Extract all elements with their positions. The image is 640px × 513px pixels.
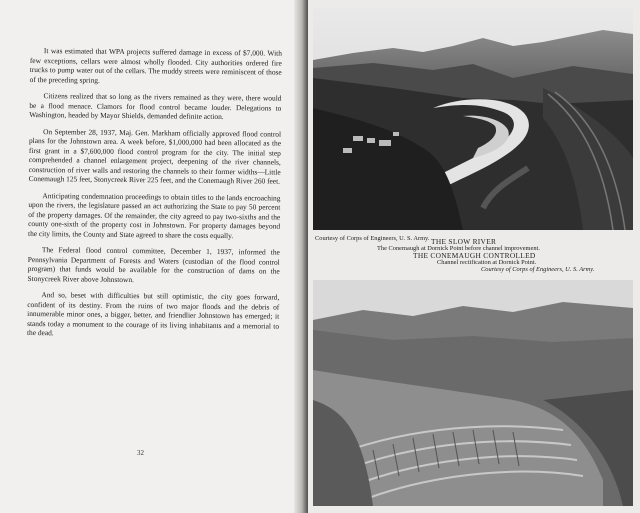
caption-title: THE SLOW RIVER — [431, 237, 497, 246]
caption-description: Channel rectification at Dornick Point. — [437, 259, 537, 266]
photo-conemaugh-controlled — [313, 280, 633, 506]
paragraph: On September 28, 1937, Maj. Gen. Markham officially approved flood control plans for the Johnstown area. A week before, $1,000,000 had been allocated as the first grant in a $7,600,000 flood control program for the city. The initial step comprehended a channel enlargement project, deepening of the river channels, construction of river walls and restoring the channels to their former widths—Little Conemaugh 125 feet, Stonycreek River 225 feet, and the Conemaugh River 260 feet. — [28, 126, 282, 186]
page-number: 32 — [137, 449, 144, 457]
caption-description: The Conemaugh at Dornick Point before channel improvement. — [377, 245, 540, 252]
paragraph: Anticipating condemnation proceedings to obtain titles to the lands encroaching upon the rivers, the legislature passed an act authorizing the State to pay 50 percent of the property damages. Of the remainder, the city agreed to pay two-sixths and the county one-sixth of the property cost in Johnstown. For property damages beyond the city limits, the County and State agreed to share the costs equally. — [27, 190, 281, 240]
paragraph: Citizens realized that so long as the rivers remained as they were, there would be a flood menace. Clamors for flood control became louder. Delegations to Washington, headed by Mayor Shields, demanded definite action. — [29, 91, 282, 122]
caption-title: THE CONEMAUGH CONTROLLED — [413, 251, 536, 260]
paragraph: The Federal flood control committee, December 1, 1937, informed the Pennsylvania Department of Forests and Waters (custodian of the flood control program) that funds would be available for the construction of dams on the Stonycreek River above Johnstown. — [27, 245, 280, 284]
photo-caption — [313, 232, 633, 280]
paragraph: It was estimated that WPA projects suffered damage in excess of $7,000. With few exceptions, cellars were almost wholly flooded. City authorities ordered fire trucks to pump water out of the cellars. The muddy streets were reminiscent of those of the preceding spring. — [29, 46, 282, 85]
body-text — [27, 46, 282, 347]
paragraph: And so, beset with difficulties but still optimistic, the city goes forward, confident of its destiny. From the ruins of two major floods and the debris of innumerable minor ones, a bigger, better, and friendlier Johnstown has emerged; it stands today a monument to the courage of its living inhabitants and a memorial to the dead. — [26, 290, 280, 338]
left-page — [0, 0, 306, 513]
caption-credit: Courtesy of Corps of Engineers, U. S. Army. — [481, 266, 595, 273]
caption-credit: Courtesy of Corps of Engineers, U. S. Army. — [315, 235, 430, 242]
right-page — [308, 0, 640, 513]
photo-slow-river — [313, 8, 633, 230]
